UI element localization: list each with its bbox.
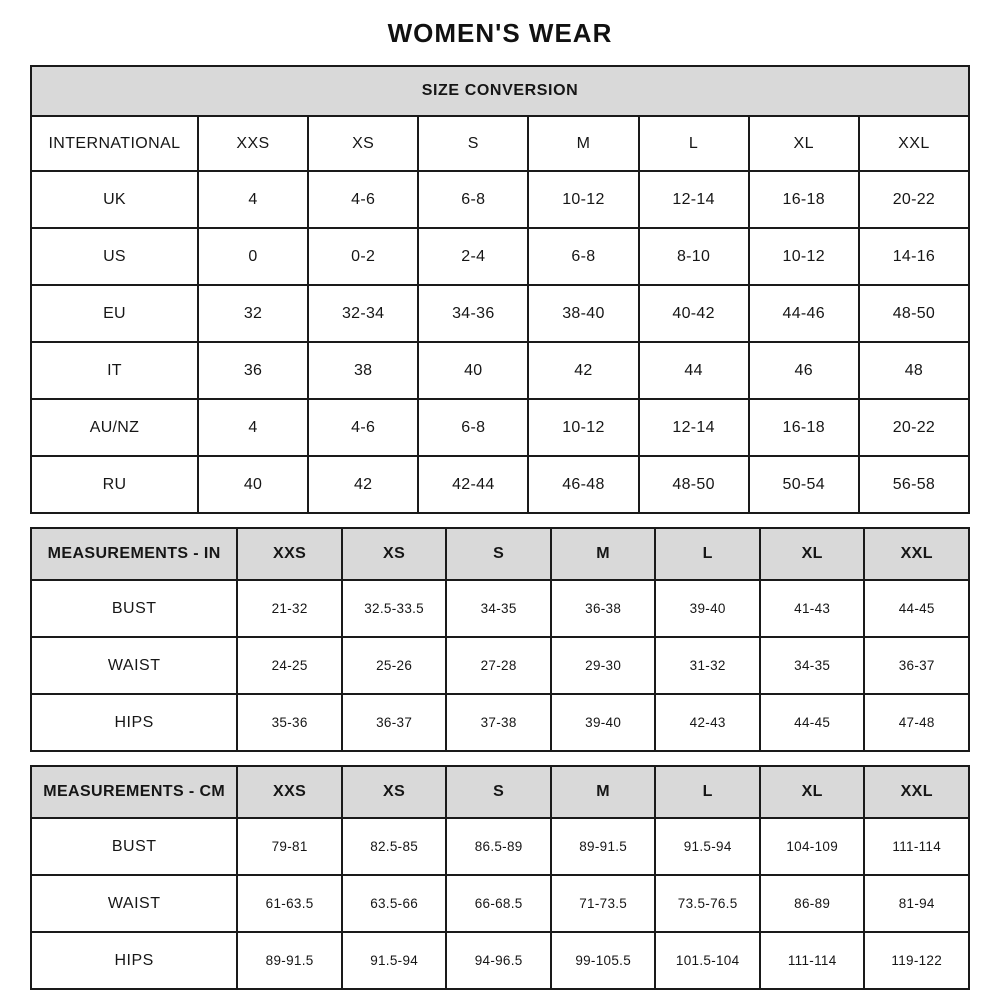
- measurements-in-table: [30, 527, 970, 752]
- cell-value: 63.5-66: [342, 875, 447, 932]
- cell-value: 48: [859, 342, 969, 399]
- size-column-header: L: [655, 766, 760, 818]
- cell-value: 91.5-94: [342, 932, 447, 989]
- table-row: [31, 342, 969, 399]
- row-label: RU: [31, 456, 198, 513]
- cell-value: 27-28: [446, 637, 551, 694]
- cell-value: 47-48: [864, 694, 969, 751]
- cell-value: 91.5-94: [655, 818, 760, 875]
- cell-value: 4: [198, 171, 308, 228]
- table-row: [31, 171, 969, 228]
- table-row: [31, 875, 969, 932]
- table-row: [31, 932, 969, 989]
- size-conversion-table: [30, 65, 970, 514]
- cell-value: 40: [198, 456, 308, 513]
- cell-value: 44-46: [749, 285, 859, 342]
- cell-value: 34-35: [760, 637, 865, 694]
- cell-value: 39-40: [551, 694, 656, 751]
- size-column-header: XS: [342, 528, 447, 580]
- cell-value: 81-94: [864, 875, 969, 932]
- table-title-row: [31, 66, 969, 116]
- size-column-header: XXL: [864, 528, 969, 580]
- cell-value: 79-81: [237, 818, 342, 875]
- cell-value: 89-91.5: [551, 818, 656, 875]
- size-column-header: XL: [749, 116, 859, 171]
- cell-value: 31-32: [655, 637, 760, 694]
- cell-value: 12-14: [639, 171, 749, 228]
- cell-value: 4-6: [308, 399, 418, 456]
- cell-value: 32: [198, 285, 308, 342]
- cell-value: 40-42: [639, 285, 749, 342]
- cell-value: 101.5-104: [655, 932, 760, 989]
- row-label: WAIST: [31, 637, 237, 694]
- cell-value: 44-45: [760, 694, 865, 751]
- cell-value: 41-43: [760, 580, 865, 637]
- row-label: HIPS: [31, 694, 237, 751]
- cell-value: 42-44: [418, 456, 528, 513]
- size-column-header: M: [551, 528, 656, 580]
- cell-value: 6-8: [418, 399, 528, 456]
- cell-value: 24-25: [237, 637, 342, 694]
- cell-value: 37-38: [446, 694, 551, 751]
- size-column-header: S: [446, 766, 551, 818]
- row-label: AU/NZ: [31, 399, 198, 456]
- cell-value: 38-40: [528, 285, 638, 342]
- cell-value: 36: [198, 342, 308, 399]
- cell-value: 4: [198, 399, 308, 456]
- cell-value: 36-38: [551, 580, 656, 637]
- size-column-header: XS: [342, 766, 447, 818]
- cell-value: 21-32: [237, 580, 342, 637]
- cell-value: 42-43: [655, 694, 760, 751]
- column-header-row: [31, 116, 969, 171]
- cell-value: 36-37: [342, 694, 447, 751]
- cell-value: 6-8: [528, 228, 638, 285]
- size-column-header: M: [551, 766, 656, 818]
- cell-value: 66-68.5: [446, 875, 551, 932]
- table-row: [31, 818, 969, 875]
- cell-value: 16-18: [749, 171, 859, 228]
- cell-value: 46: [749, 342, 859, 399]
- corner-header-cell: INTERNATIONAL: [31, 116, 198, 171]
- table-row: [31, 580, 969, 637]
- measurements-cm-table: [30, 765, 970, 990]
- cell-value: 32.5-33.5: [342, 580, 447, 637]
- cell-value: 44: [639, 342, 749, 399]
- cell-value: 39-40: [655, 580, 760, 637]
- cell-value: 6-8: [418, 171, 528, 228]
- cell-value: 8-10: [639, 228, 749, 285]
- cell-value: 35-36: [237, 694, 342, 751]
- cell-value: 4-6: [308, 171, 418, 228]
- size-column-header: XXS: [198, 116, 308, 171]
- cell-value: 29-30: [551, 637, 656, 694]
- corner-header-cell: MEASUREMENTS - IN: [31, 528, 237, 580]
- row-label: WAIST: [31, 875, 237, 932]
- cell-value: 10-12: [749, 228, 859, 285]
- cell-value: 10-12: [528, 171, 638, 228]
- cell-value: 89-91.5: [237, 932, 342, 989]
- cell-value: 48-50: [859, 285, 969, 342]
- size-column-header: XXS: [237, 528, 342, 580]
- table-title: SIZE CONVERSION: [31, 66, 969, 116]
- size-column-header: M: [528, 116, 638, 171]
- cell-value: 46-48: [528, 456, 638, 513]
- table-row: [31, 399, 969, 456]
- cell-value: 44-45: [864, 580, 969, 637]
- size-column-header: S: [418, 116, 528, 171]
- size-column-header: XS: [308, 116, 418, 171]
- size-column-header: XXL: [859, 116, 969, 171]
- cell-value: 20-22: [859, 171, 969, 228]
- cell-value: 111-114: [864, 818, 969, 875]
- column-header-row: [31, 766, 969, 818]
- table-row: [31, 456, 969, 513]
- row-label: IT: [31, 342, 198, 399]
- cell-value: 20-22: [859, 399, 969, 456]
- cell-value: 40: [418, 342, 528, 399]
- cell-value: 16-18: [749, 399, 859, 456]
- cell-value: 36-37: [864, 637, 969, 694]
- cell-value: 14-16: [859, 228, 969, 285]
- cell-value: 73.5-76.5: [655, 875, 760, 932]
- row-label: UK: [31, 171, 198, 228]
- cell-value: 34-35: [446, 580, 551, 637]
- cell-value: 94-96.5: [446, 932, 551, 989]
- cell-value: 56-58: [859, 456, 969, 513]
- cell-value: 104-109: [760, 818, 865, 875]
- cell-value: 12-14: [639, 399, 749, 456]
- cell-value: 86.5-89: [446, 818, 551, 875]
- cell-value: 119-122: [864, 932, 969, 989]
- table-row: [31, 694, 969, 751]
- row-label: BUST: [31, 580, 237, 637]
- cell-value: 0: [198, 228, 308, 285]
- cell-value: 10-12: [528, 399, 638, 456]
- cell-value: 42: [308, 456, 418, 513]
- size-column-header: XL: [760, 528, 865, 580]
- cell-value: 82.5-85: [342, 818, 447, 875]
- cell-value: 2-4: [418, 228, 528, 285]
- cell-value: 48-50: [639, 456, 749, 513]
- page-title: WOMEN'S WEAR: [387, 18, 613, 48]
- cell-value: 34-36: [418, 285, 528, 342]
- row-label: US: [31, 228, 198, 285]
- table-row: [31, 285, 969, 342]
- cell-value: 38: [308, 342, 418, 399]
- corner-header-cell: MEASUREMENTS - CM: [31, 766, 237, 818]
- size-column-header: XXS: [237, 766, 342, 818]
- cell-value: 71-73.5: [551, 875, 656, 932]
- column-header-row: [31, 528, 969, 580]
- row-label: BUST: [31, 818, 237, 875]
- size-column-header: S: [446, 528, 551, 580]
- cell-value: 42: [528, 342, 638, 399]
- cell-value: 111-114: [760, 932, 865, 989]
- size-column-header: XL: [760, 766, 865, 818]
- size-column-header: XXL: [864, 766, 969, 818]
- cell-value: 86-89: [760, 875, 865, 932]
- table-row: [31, 637, 969, 694]
- cell-value: 0-2: [308, 228, 418, 285]
- row-label: HIPS: [31, 932, 237, 989]
- cell-value: 61-63.5: [237, 875, 342, 932]
- cell-value: 32-34: [308, 285, 418, 342]
- cell-value: 50-54: [749, 456, 859, 513]
- row-label: EU: [31, 285, 198, 342]
- table-row: [31, 228, 969, 285]
- size-column-header: L: [639, 116, 749, 171]
- size-column-header: L: [655, 528, 760, 580]
- cell-value: 25-26: [342, 637, 447, 694]
- cell-value: 99-105.5: [551, 932, 656, 989]
